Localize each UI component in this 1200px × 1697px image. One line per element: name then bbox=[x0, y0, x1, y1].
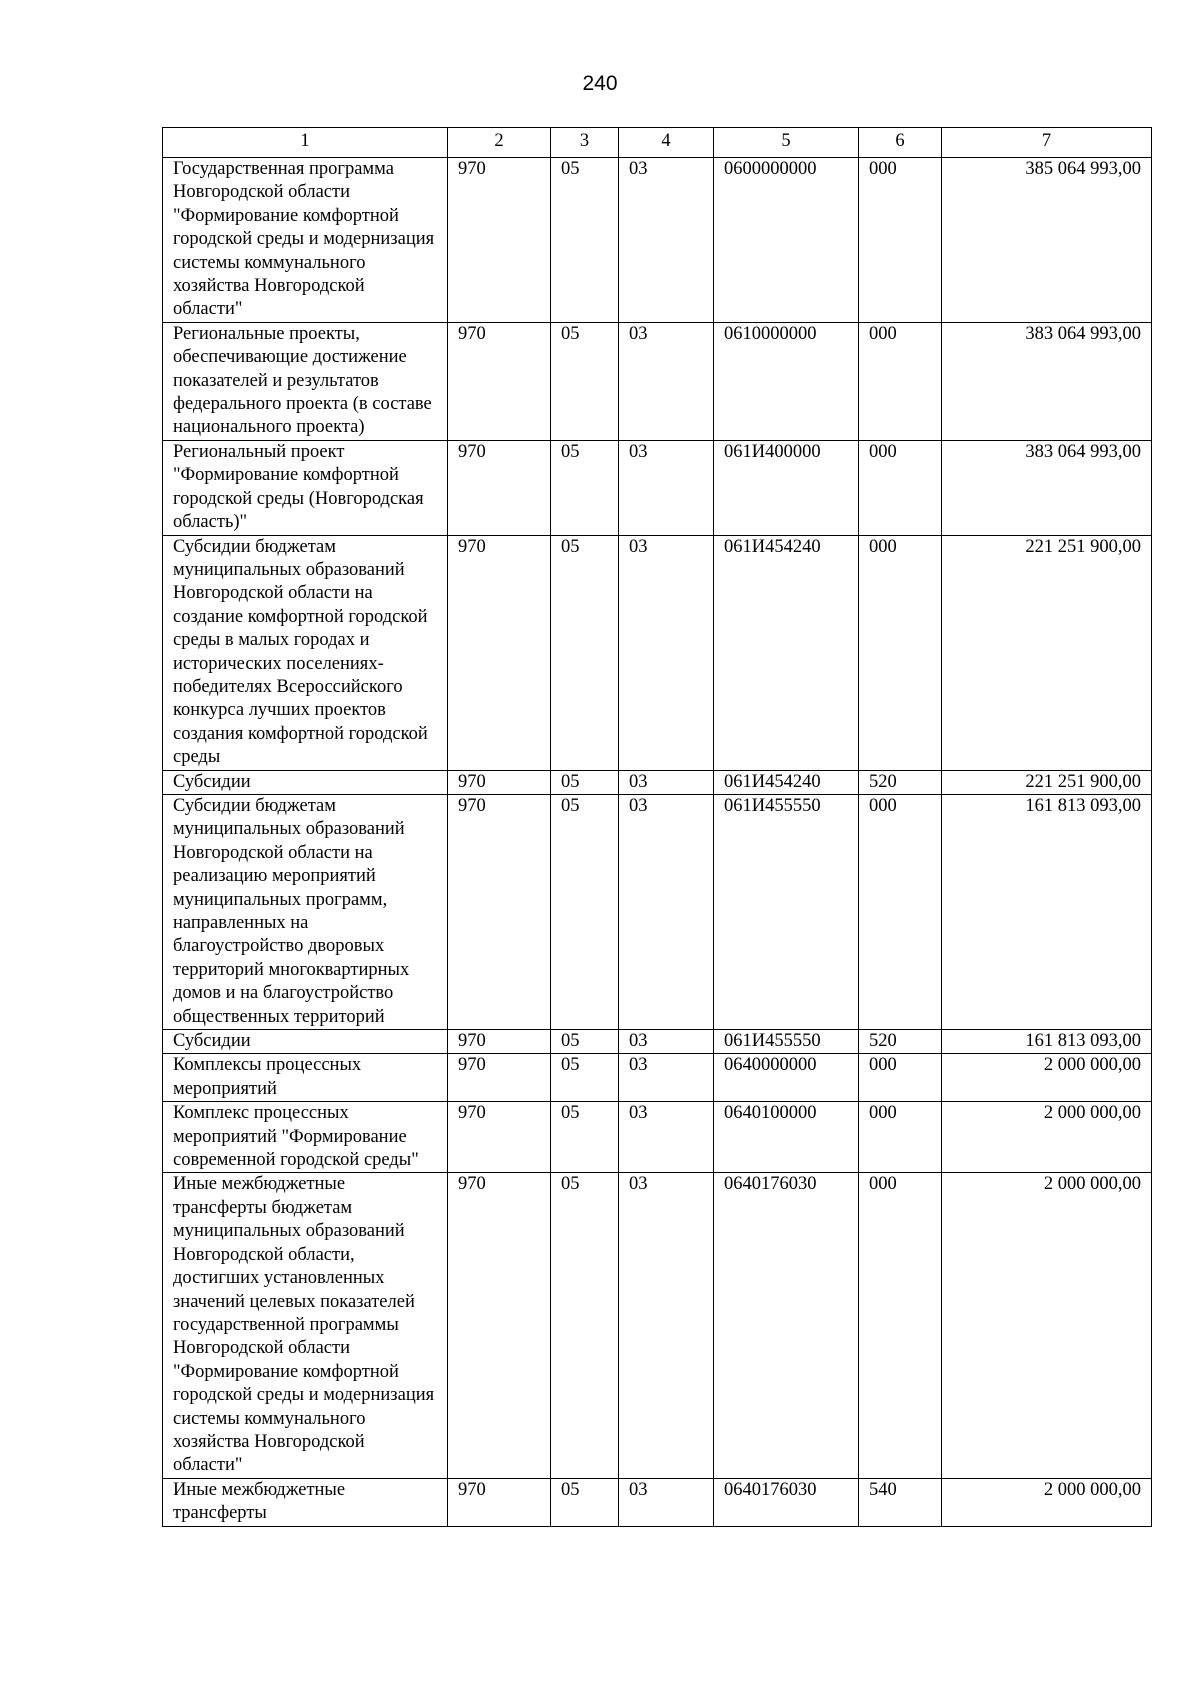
row-sum: 2 000 000,00 bbox=[942, 1478, 1152, 1526]
row-pr: 03 bbox=[619, 1173, 714, 1478]
row-vr: 000 bbox=[859, 322, 942, 440]
row-rz: 05 bbox=[551, 770, 619, 794]
row-csr: 0640176030 bbox=[714, 1478, 859, 1526]
row-name: Субсидии bbox=[163, 770, 448, 794]
column-header: 3 bbox=[551, 128, 619, 158]
budget-table bbox=[162, 127, 1152, 1527]
row-csr: 0640176030 bbox=[714, 1173, 859, 1478]
row-sum: 161 813 093,00 bbox=[942, 794, 1152, 1029]
row-sum: 2 000 000,00 bbox=[942, 1054, 1152, 1102]
table-row bbox=[163, 440, 1152, 535]
row-sum: 383 064 993,00 bbox=[942, 322, 1152, 440]
row-grbs: 970 bbox=[448, 770, 551, 794]
row-csr: 0640100000 bbox=[714, 1102, 859, 1173]
table-row bbox=[163, 322, 1152, 440]
row-vr: 000 bbox=[859, 1102, 942, 1173]
column-header: 2 bbox=[448, 128, 551, 158]
row-name: Комплекс процессных мероприятий "Формирование современной городской среды" bbox=[163, 1102, 448, 1173]
table-row bbox=[163, 1173, 1152, 1478]
row-grbs: 970 bbox=[448, 794, 551, 1029]
column-header: 4 bbox=[619, 128, 714, 158]
row-csr: 0640000000 bbox=[714, 1054, 859, 1102]
row-grbs: 970 bbox=[448, 1102, 551, 1173]
row-vr: 000 bbox=[859, 440, 942, 535]
row-pr: 03 bbox=[619, 794, 714, 1029]
row-pr: 03 bbox=[619, 535, 714, 770]
row-grbs: 970 bbox=[448, 322, 551, 440]
row-rz: 05 bbox=[551, 1173, 619, 1478]
table-row bbox=[163, 1102, 1152, 1173]
row-grbs: 970 bbox=[448, 1173, 551, 1478]
row-pr: 03 bbox=[619, 1030, 714, 1054]
row-rz: 05 bbox=[551, 1478, 619, 1526]
table-row bbox=[163, 794, 1152, 1029]
row-rz: 05 bbox=[551, 158, 619, 323]
table-row bbox=[163, 158, 1152, 323]
row-vr: 520 bbox=[859, 770, 942, 794]
row-name: Субсидии bbox=[163, 1030, 448, 1054]
row-csr: 061И455550 bbox=[714, 794, 859, 1029]
row-grbs: 970 bbox=[448, 1478, 551, 1526]
row-sum: 2 000 000,00 bbox=[942, 1102, 1152, 1173]
row-vr: 000 bbox=[859, 1054, 942, 1102]
row-sum: 221 251 900,00 bbox=[942, 770, 1152, 794]
row-sum: 221 251 900,00 bbox=[942, 535, 1152, 770]
row-rz: 05 bbox=[551, 1102, 619, 1173]
row-csr: 061И454240 bbox=[714, 770, 859, 794]
row-name: Региональный проект "Формирование комфортной городской среды (Новгородская область)" bbox=[163, 440, 448, 535]
row-name: Иные межбюджетные трансферты бюджетам муниципальных образований Новгородской области, достигших установленных значений целевых показателей государственной программы Новгородской области "Формирование комфортной городской среды и модернизация системы коммунального хозяйства Новгородской области" bbox=[163, 1173, 448, 1478]
row-sum: 383 064 993,00 bbox=[942, 440, 1152, 535]
column-header: 7 bbox=[942, 128, 1152, 158]
row-name: Субсидии бюджетам муниципальных образований Новгородской области на создание комфортной городской среды в малых городах и исторических поселениях-победителях Всероссийского конкурса лучших проектов создания комфортной городской среды bbox=[163, 535, 448, 770]
row-vr: 000 bbox=[859, 158, 942, 323]
row-rz: 05 bbox=[551, 1030, 619, 1054]
table-row bbox=[163, 1030, 1152, 1054]
row-grbs: 970 bbox=[448, 158, 551, 323]
row-sum: 385 064 993,00 bbox=[942, 158, 1152, 323]
row-name: Субсидии бюджетам муниципальных образований Новгородской области на реализацию мероприятий муниципальных программ, направленных на благоустройство дворовых территорий многоквартирных домов и на благоустройство общественных территорий bbox=[163, 794, 448, 1029]
table-row bbox=[163, 1054, 1152, 1102]
row-sum: 2 000 000,00 bbox=[942, 1173, 1152, 1478]
row-pr: 03 bbox=[619, 1054, 714, 1102]
table-row bbox=[163, 1478, 1152, 1526]
column-header: 1 bbox=[163, 128, 448, 158]
row-vr: 000 bbox=[859, 535, 942, 770]
row-vr: 540 bbox=[859, 1478, 942, 1526]
table-row bbox=[163, 770, 1152, 794]
row-name: Иные межбюджетные трансферты bbox=[163, 1478, 448, 1526]
page-number: 240 bbox=[582, 72, 618, 95]
row-csr: 061И455550 bbox=[714, 1030, 859, 1054]
row-name: Государственная программа Новгородской области "Формирование комфортной городской среды и модернизация системы коммунального хозяйства Новгородской области" bbox=[163, 158, 448, 323]
row-pr: 03 bbox=[619, 1478, 714, 1526]
column-header: 5 bbox=[714, 128, 859, 158]
row-grbs: 970 bbox=[448, 535, 551, 770]
row-csr: 0600000000 bbox=[714, 158, 859, 323]
row-csr: 0610000000 bbox=[714, 322, 859, 440]
row-csr: 061И454240 bbox=[714, 535, 859, 770]
row-sum: 161 813 093,00 bbox=[942, 1030, 1152, 1054]
row-grbs: 970 bbox=[448, 440, 551, 535]
row-name: Региональные проекты, обеспечивающие достижение показателей и результатов федерального проекта (в составе национального проекта) bbox=[163, 322, 448, 440]
row-pr: 03 bbox=[619, 322, 714, 440]
row-csr: 061И400000 bbox=[714, 440, 859, 535]
table-row bbox=[163, 535, 1152, 770]
row-pr: 03 bbox=[619, 158, 714, 323]
row-rz: 05 bbox=[551, 794, 619, 1029]
row-grbs: 970 bbox=[448, 1030, 551, 1054]
row-name: Комплексы процессных мероприятий bbox=[163, 1054, 448, 1102]
row-rz: 05 bbox=[551, 535, 619, 770]
row-pr: 03 bbox=[619, 1102, 714, 1173]
row-pr: 03 bbox=[619, 770, 714, 794]
row-rz: 05 bbox=[551, 440, 619, 535]
row-grbs: 970 bbox=[448, 1054, 551, 1102]
row-vr: 000 bbox=[859, 1173, 942, 1478]
header-row bbox=[163, 128, 1152, 158]
row-pr: 03 bbox=[619, 440, 714, 535]
row-rz: 05 bbox=[551, 322, 619, 440]
row-rz: 05 bbox=[551, 1054, 619, 1102]
column-header: 6 bbox=[859, 128, 942, 158]
row-vr: 520 bbox=[859, 1030, 942, 1054]
row-vr: 000 bbox=[859, 794, 942, 1029]
